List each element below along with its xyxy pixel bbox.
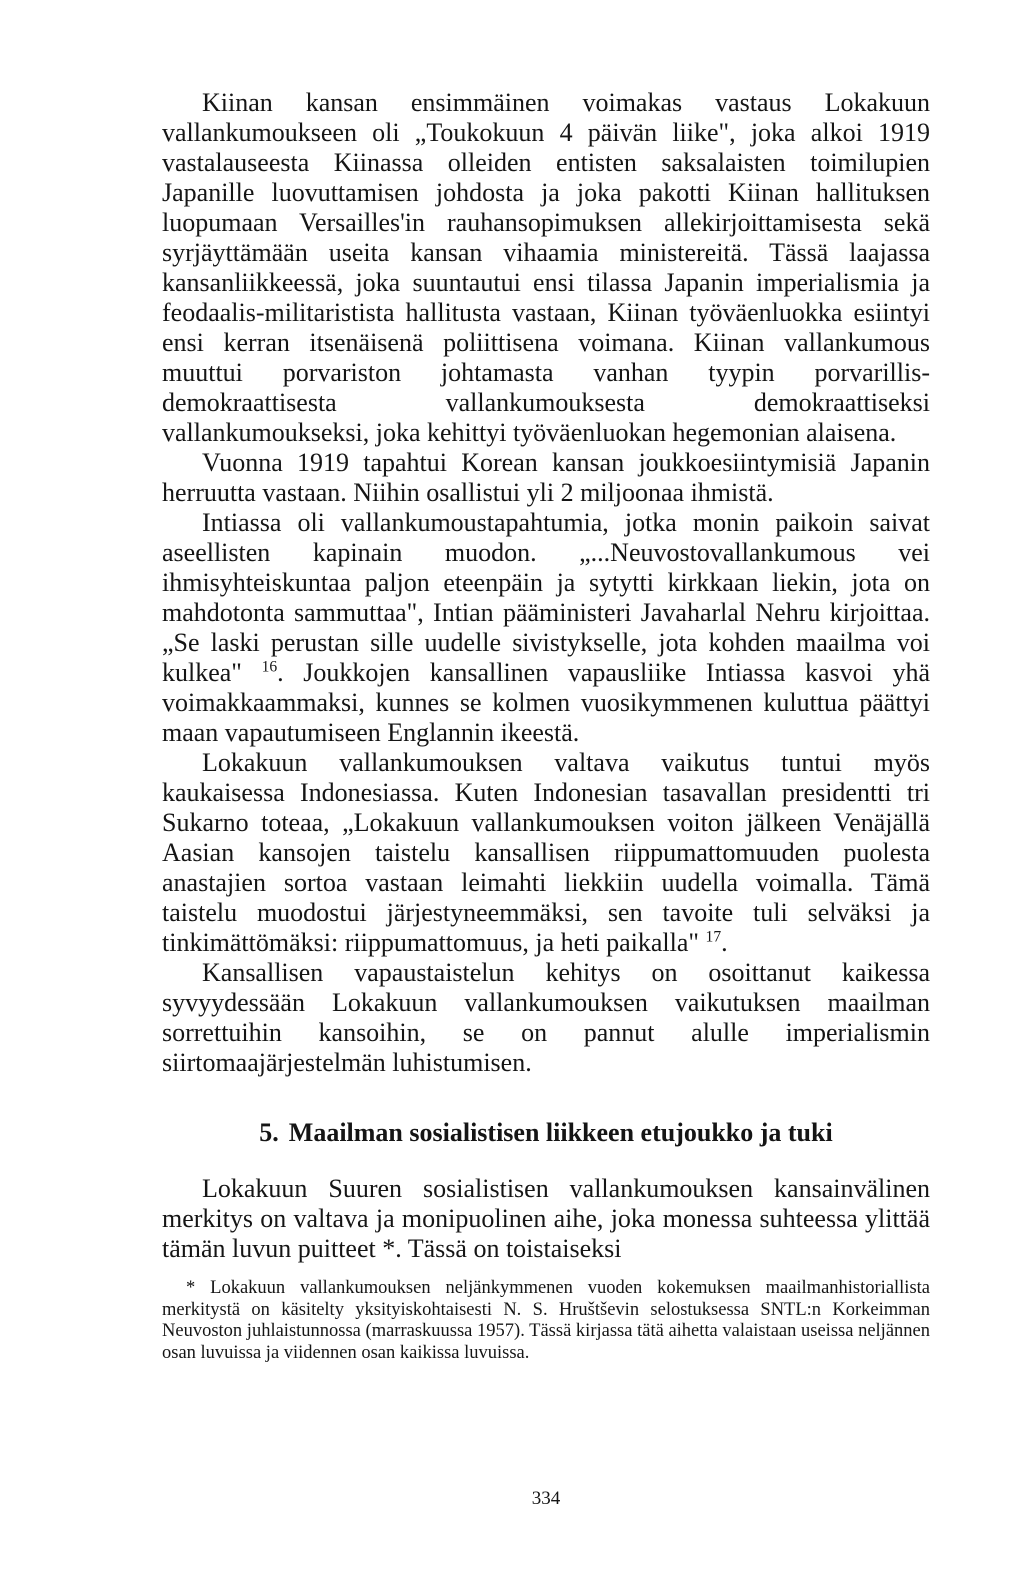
paragraph-indonesia-text: Lokakuun vallankumouksen valtava vaikutus tuntui myös kaukaisessa Indonesiassa. Kuten Indonesian tasavallan presidentti tri Sukarno toteaa, „Lokakuun vallankumouksen voiton jälkeen Venäjällä Aasian kansojen taistelu kansallisen riippumattomuuden puolesta anastajien sortoa vastaan leimahti liekkiin uudella voimalla. Tämä taistelu muodostui järjestyneemmäksi, sen tavoite tuli selväksi ja tinkimättömäksi: riippumattomuus, ja heti paikalla" <box>162 748 930 957</box>
paragraph-china: Kiinan kansan ensimmäinen voimakas vastaus Lokakuun vallankumoukseen oli „Toukokuun 4 päivän liike", joka alkoi 1919 vastalauseesta Kiinassa olleiden entisten saksalaisten toimilupien Japanille luovuttamisen johdosta ja joka pakotti Kiinan hallituksen luopumaan Versailles'in rauhansopimuksen allekirjoittamisesta sekä syrjäyttämään useita kansan vihaamia ministereitä. Tässä laajassa kansanliikkeessä, joka suuntautui ensi tilassa Japanin imperialismia ja feodaalis-militaristista hallitusta vastaan, Kiinan työväenluokka esiintyi ensi kerran itsenäisenä poliittisena voimana. Kiinan vallankumous muuttui porvariston johtamasta vanhan tyypin porvarillis-demokraattisesta vallankumouksesta demokraattiseksi vallankumoukseksi, joka kehittyi työväenluokan hegemonian alaisena. <box>162 88 930 447</box>
section-paragraph: Lokakuun Suuren sosialistisen vallankumouksen kansainvälinen merkitys on valtava ja monipuolinen aihe, joka monessa suhteessa ylittää tämän luvun puitteet *. Tässä on toistaiseksi <box>162 1174 930 1263</box>
section-title: Maailman sosialistisen liikkeen etujoukko ja tuki <box>288 1118 833 1147</box>
paragraph-indonesia <box>162 748 930 958</box>
section-number: 5. <box>259 1118 279 1147</box>
note-reference-17: 17 <box>705 928 722 946</box>
paragraph-korea: Vuonna 1919 tapahtui Korean kansan joukkoesiintymisiä Japanin herruutta vastaan. Niihin osallistui yli 2 miljoonaa ihmistä. <box>162 448 930 507</box>
book-page <box>162 88 931 1509</box>
paragraph-indonesia-tail: . <box>721 928 728 957</box>
page-number: 334 <box>531 1488 561 1509</box>
paragraph-india-tail: . Joukkojen kansallinen vapausliike Intiassa kasvoi yhä voimakkaammaksi, kunnes se kolmen vuosikymmenen kuluttua päättyi maan vapautumiseen Englannin ikeestä. <box>162 658 931 747</box>
section-heading <box>162 1118 930 1148</box>
note-reference-16: 16 <box>261 658 278 676</box>
paragraph-liberation: Kansallisen vapaustaistelun kehitys on osoittanut kaikessa syvyydessään Lokakuun vallankumouksen vaikutuksen maailman sorrettuihin kansoihin, se on pannut alulle imperialismin siirtomaajärjestelmän luhistumisen. <box>162 958 930 1077</box>
paragraph-india-text: Intiassa oli vallankumoustapahtumia, jotka monin paikoin saivat aseellisten kapinain muodon. „...Neuvostovallankumous vei ihmisyhteiskuntaa paljon eteenpäin ja sytytti kirkkaan liekin, jota on mahdotonta sammuttaa", Intian pääministeri Javaharlal Nehru kirjoittaa. „Se laski perustan sille uudelle sivistykselle, jota kohden maailma voi kulkea" <box>162 508 930 687</box>
paragraph-india <box>162 508 930 748</box>
footnote: * Lokakuun vallankumouksen neljänkymmenen vuoden kokemuksen maailmanhistoriallista merkitystä on käsitelty yksityiskohtaisesti N. S. Hruštševin selostuksessa SNTL:n Korkeimman Neuvoston juhlaistunnossa (marraskuussa 1957). Tässä kirjassa tätä aihetta valaistaan useissa neljännen osan luvuissa ja viidennen osan kaikissa luvuissa. <box>162 1278 930 1363</box>
